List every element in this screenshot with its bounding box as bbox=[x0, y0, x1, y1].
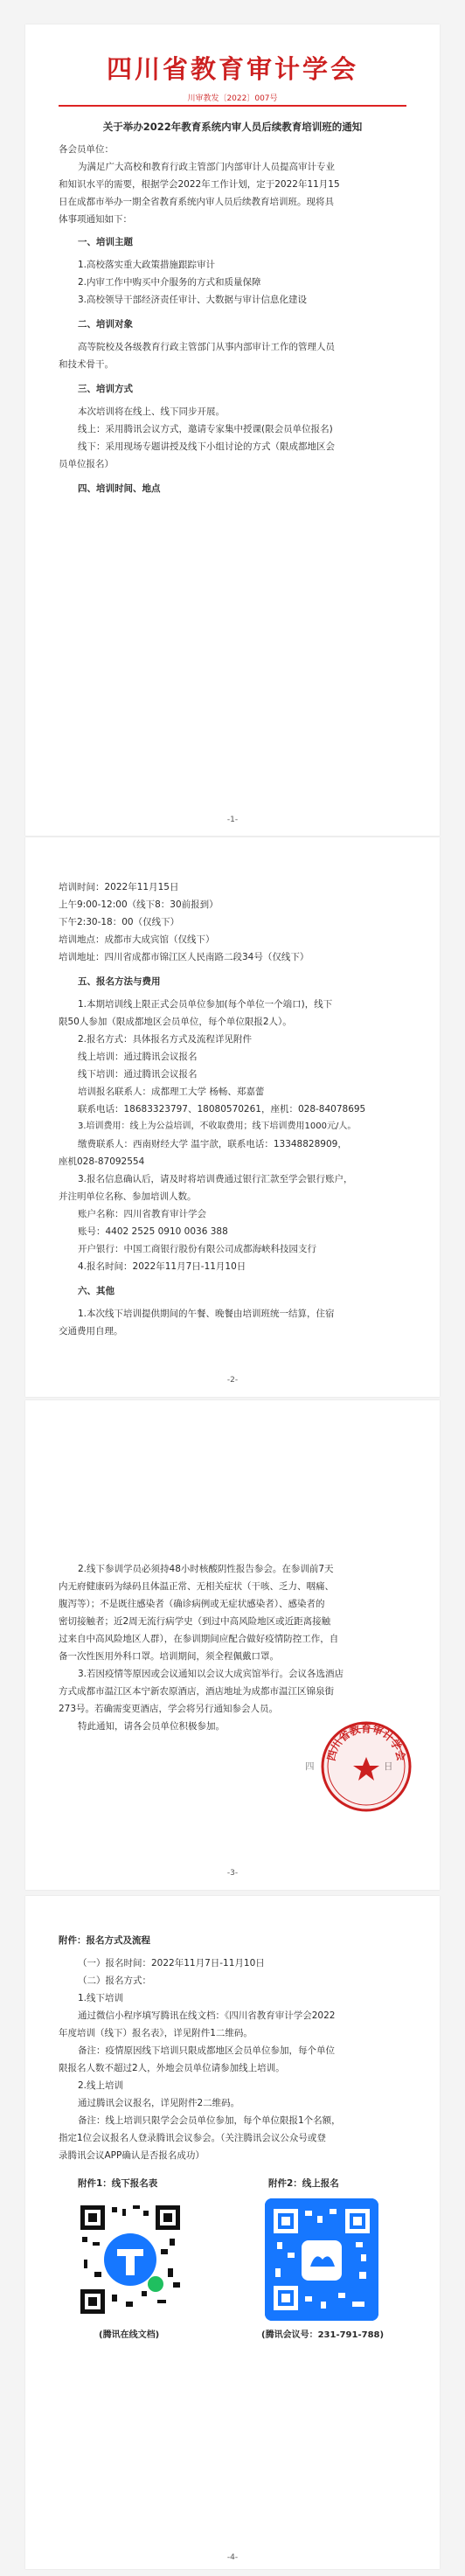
page-3 bbox=[25, 1400, 440, 1890]
section-heading: 二、培训对象 bbox=[78, 319, 133, 330]
seal-text: 四川省教育审计学会 bbox=[324, 1722, 408, 1762]
body-line: 座机028-87092554 bbox=[59, 1156, 145, 1167]
body-line: 内无府健康码为绿码且体温正常、无相关症状（干咳、乏力、咽痛、 bbox=[59, 1581, 334, 1592]
qr-code-offline-signup[interactable] bbox=[73, 2198, 187, 2321]
body-line: 本次培训将在线上、线下同步开展。 bbox=[78, 406, 225, 417]
qr1-caption: (腾讯在线文档) bbox=[99, 2330, 160, 2340]
section-heading: 五、报名方法与费用 bbox=[78, 976, 161, 987]
page-number: -4- bbox=[226, 2553, 239, 2562]
body-line: 账号：4402 2525 0910 0036 388 bbox=[78, 1226, 228, 1237]
schedule-line: 培训地点：成都市大成宾馆（仅线下） bbox=[59, 934, 215, 945]
page-2 bbox=[25, 837, 440, 1397]
intro-line: 和知识水平的需要，根据学会2022年工作计划，定于2022年11月15 bbox=[59, 179, 340, 190]
body-line: 1.线下培训 bbox=[78, 1993, 124, 2003]
body-line: 年度培训（线下）报名表》，详见附件1二维码。 bbox=[59, 2028, 253, 2038]
body-line: 4.报名时间：2022年11月7日-11月10日 bbox=[78, 1261, 246, 1272]
page-1 bbox=[25, 24, 440, 836]
section-heading: 四、培训时间、地点 bbox=[78, 483, 161, 494]
notice-title: 关于举办2022年教育系统内审人员后续教育培训班的通知 bbox=[102, 121, 363, 133]
body-line: 指定1位会议报名人登录腾讯会议参会。（关注腾讯会议公众号或登 bbox=[59, 2133, 326, 2143]
body-line: 3.报名信息确认后，请及时将培训费通过银行汇款至学会银行账户， bbox=[78, 1174, 353, 1184]
qr-code-icon bbox=[73, 2198, 187, 2321]
intro-line: 日在成都市举办一期全省教育系统内审人员后续教育培训班。现将具 bbox=[59, 197, 334, 207]
body-line: 备注：线上培训只限学会会员单位参加，每个单位限报1个名额， bbox=[78, 2115, 341, 2126]
body-line: 限50人参加（限成都地区会员单位，每个单位限报2人）。 bbox=[59, 1017, 292, 1027]
body-line: 1.本次线下培训提供期间的午餐、晚餐由培训班统一结算，住宿 bbox=[78, 1309, 335, 1319]
body-line: 培训报名联系人：成都理工大学 杨畅、郑嘉蕾 bbox=[78, 1087, 265, 1097]
list-item: 1.高校落实重大政策措施跟踪审计 bbox=[78, 260, 216, 270]
page-number: -1- bbox=[226, 816, 239, 824]
body-line: 线上培训：通过腾讯会议报名 bbox=[78, 1052, 198, 1062]
intro-line: 为满足广大高校和教育行政主管部门内部审计人员提高审计专业 bbox=[78, 162, 335, 172]
doc-number: 川审教发〔2022〕007号 bbox=[187, 94, 278, 103]
section-heading: 六、其他 bbox=[78, 1286, 115, 1296]
body-line: 过来自中高风险地区人群），在参训期间应配合做好疫情防控工作，自 bbox=[59, 1634, 339, 1644]
qr2-label: 附件2：线上报名 bbox=[268, 2178, 339, 2189]
body-line: 线下培训：通过腾讯会议报名 bbox=[78, 1069, 198, 1080]
body-line: 273号。若确需变更酒店，学会将另行通知参会人员。 bbox=[59, 1704, 279, 1714]
schedule-line: 培训时间：2022年11月15日 bbox=[59, 882, 179, 892]
list-item: 2.内审工作中购买中介服务的方式和质量保障 bbox=[78, 277, 261, 288]
section-heading: 三、培训方式 bbox=[78, 384, 133, 394]
section-heading: 一、培训主题 bbox=[78, 237, 133, 247]
body-line: 账户名称：四川省教育审计学会 bbox=[78, 1209, 206, 1219]
body-line: 1.本期培训线上限正式会员单位参加(每个单位一个端口)，线下 bbox=[78, 999, 333, 1010]
schedule-line: 上午9:00-12:00（线下8：30前报到） bbox=[59, 899, 219, 910]
body-line: 线上：采用腾讯会议方式，邀请专家集中授课(限会员单位报名) bbox=[78, 424, 333, 434]
body-line: 密切接触者；近2周无流行病学史（到过中高风险地区或近距离接触 bbox=[59, 1616, 331, 1627]
body-line: 交通费用自理。 bbox=[59, 1326, 123, 1337]
qr-code-online-signup[interactable] bbox=[265, 2198, 378, 2321]
official-seal bbox=[320, 1720, 413, 1813]
schedule-line: 培训地址：四川省成都市锦江区人民南路二段34号（仅线下） bbox=[59, 952, 309, 962]
body-line: 备注：疫情原因线下培训只限成都地区会员单位参加，每个单位 bbox=[78, 2045, 335, 2056]
list-item: 3.高校领导干部经济责任审计、大数据与审计信息化建设 bbox=[78, 295, 308, 305]
qr2-caption: (腾讯会议号：231-791-788) bbox=[261, 2330, 385, 2340]
intro-line: 体事项通知如下： bbox=[59, 214, 132, 225]
body-line: 员单位报名） bbox=[59, 459, 114, 469]
body-line: 腹泻等）；不是既往感染者（确诊病例或无症状感染者）、感染者的 bbox=[59, 1599, 325, 1609]
seal-icon bbox=[320, 1720, 413, 1813]
page-number: -2- bbox=[226, 1376, 239, 1385]
body-line: 3.若因疫情等原因或会议通知以会议大成宾馆举行。会议各选酒店 bbox=[78, 1669, 344, 1679]
body-line: 高等院校及各级教育行政主管部门从事内部审计工作的管理人员 bbox=[78, 342, 335, 352]
body-line: 通过腾讯会议报名，详见附件2二维码。 bbox=[78, 2098, 240, 2108]
body-line: 联系电话：18683323797、18080570261，座机：028-84078695 bbox=[78, 1104, 366, 1114]
page-4 bbox=[25, 1896, 440, 2569]
body-line: （二）报名方式： bbox=[78, 1975, 151, 1986]
body-line: 特此通知，请各会员单位积极参加。 bbox=[78, 1721, 225, 1732]
body-line: （一）报名时间：2022年11月7日-11月10日 bbox=[78, 1958, 265, 1968]
body-line: 并注明单位名称、参加培训人数。 bbox=[59, 1191, 197, 1202]
qr-code-icon bbox=[265, 2198, 378, 2321]
body-line: 和技术骨干。 bbox=[59, 359, 114, 370]
body-line: 3.培训费用：线上为公益培训，不收取费用；线下培训费用1000元/人。 bbox=[78, 1121, 357, 1131]
org-title: 四川省教育审计学会 bbox=[106, 54, 358, 84]
red-divider bbox=[59, 105, 406, 107]
body-line: 方式成都市温江区本宁新农原酒店，酒店地址为成都市温江区锦泉街 bbox=[59, 1686, 334, 1697]
schedule-line: 下午2:30-18：00（仅线下） bbox=[59, 917, 180, 927]
body-line: 限报名人数不超过2人，外地会员单位请参加线上培训。 bbox=[59, 2063, 285, 2073]
body-line: 录腾讯会议APP确认是否报名成功） bbox=[59, 2150, 205, 2161]
body-line: 线下：采用现场专题讲授及线下小组讨论的方式（限成都地区会 bbox=[78, 441, 335, 452]
body-line: 缴费联系人：西南财经大学 温宇歆，联系电话：13348828909， bbox=[78, 1139, 347, 1149]
seal-side-label: 四 bbox=[305, 1761, 315, 1772]
body-line: 备一次性医用外科口罩。培训期间，须全程佩戴口罩。 bbox=[59, 1651, 279, 1662]
salutation: 各会员单位： bbox=[59, 144, 114, 155]
body-line: 通过微信小程序填写腾讯在线文档：《四川省教育审计学会2022 bbox=[78, 2010, 336, 2021]
body-line: 开户银行：中国工商银行股份有限公司成都海峡科技园支行 bbox=[78, 1244, 316, 1254]
attachment-title: 附件：报名方式及流程 bbox=[59, 1935, 150, 1946]
qr1-label: 附件1：线下报名表 bbox=[78, 2178, 158, 2189]
body-line: 2.线下参训学员必须持48小时核酸阴性报告参会。在参训前7天 bbox=[78, 1564, 334, 1574]
page-number: -3- bbox=[226, 1869, 239, 1878]
body-line: 2.报名方式：具体报名方式及流程详见附件 bbox=[78, 1034, 253, 1045]
body-line: 2.线上培训 bbox=[78, 2080, 124, 2091]
